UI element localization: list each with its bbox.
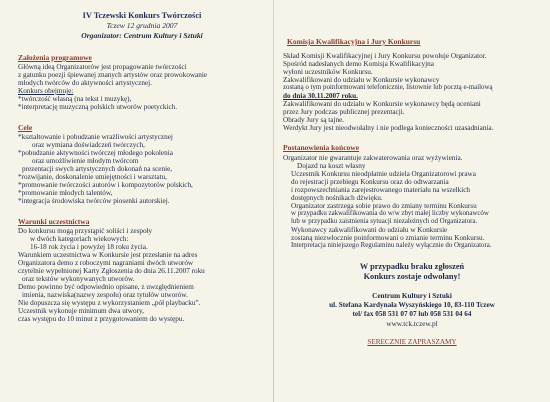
post-line: Dojazd na koszt własny bbox=[297, 162, 366, 170]
cele-line: oraz umożliwienie młodym twórcom bbox=[32, 157, 139, 165]
warunki-line: Organizatora demo z roboczymi nagraniami dwóch utworów bbox=[18, 259, 194, 267]
komisja-line: Obrady Jury są tajne. bbox=[283, 116, 345, 124]
warunki-line: imienia, nazwiska(nazwy zespołu) oraz tytułów utworów. bbox=[22, 291, 188, 299]
zalozenia-line: młodych twórców do aktywności artystycznej. bbox=[18, 79, 152, 87]
zalozenia-line: Główną ideą Organizatorów jest propagowanie twórczości bbox=[18, 63, 187, 71]
contact-organization: Centrum Kultury i Sztuki bbox=[372, 292, 452, 300]
post-line: Uczestnik Konkursu nieodpłatnie udziela Organizatorowi prawa bbox=[291, 170, 476, 178]
komisja-line: Skład Komisji Kwalifikacyjnej i Jury Konkursu powołuje Organizator. bbox=[283, 52, 487, 60]
cele-line: *rozwijanie, doskonalenie umiejętności i warsztatu, bbox=[18, 173, 167, 181]
contest-organizer: Organizator: Centrum Kultury i Sztuki bbox=[81, 31, 203, 40]
warunki-line: Nie dopuszcza się występu z wykorzystaniem „pół playbacku”. bbox=[18, 299, 201, 307]
post-line: do rejestracji przebiegu Konkursu oraz do odtwarzania bbox=[291, 178, 449, 186]
zalozenia-line: z gatunku poezji śpiewanej znanych artystów oraz prowokowanie bbox=[18, 71, 208, 79]
invitation-text: SERECZNIE ZAPRASZAMY bbox=[367, 338, 457, 346]
komisja-line: przez Jury podczas publicznej prezentacji. bbox=[283, 108, 405, 116]
post-line: Organizator nie gwarantuje zakwaterowania oraz wyżywienia. bbox=[283, 154, 463, 162]
cele-line: oraz wymiana doświadczeń twórczych, bbox=[32, 141, 145, 149]
cancellation-notice-2: Konkurs zostaje odwołany! bbox=[363, 272, 461, 281]
post-line: Wykonawcy zakwalifikowani do udziału w Konkursie bbox=[291, 226, 448, 234]
zalozenia-line: *interpretację muzyczną polskich utworów poetyckich. bbox=[18, 103, 178, 111]
warunki-line: czytelnie wypełnionej Karty Zgłoszenia do dnia 26.11.2007 roku bbox=[18, 267, 205, 275]
warunki-line: 16-18 rok życia i powyżej 18 roku życia. bbox=[30, 243, 148, 251]
warunki-line: oraz tekstów wykonywanych utworów. bbox=[22, 275, 135, 283]
post-line: dostępnych nośnikach dźwięku. bbox=[291, 194, 383, 202]
komisja-line: zostaną o tym poinformowani telefonicznie, listownie lub pocztą e-mailową bbox=[283, 84, 493, 91]
contest-title: IV Tczewski Konkurs Twórczości bbox=[82, 11, 202, 20]
warunki-heading: Warunki uczestnictwa bbox=[18, 217, 90, 226]
contest-date: Tczew 12 grudnia 2007 bbox=[106, 21, 178, 30]
warunki-line: w dwóch kategoriach wiekowych: bbox=[30, 235, 129, 243]
warunki-line: Demo powinno być odpowiednio opisane, z uwzględnieniem bbox=[18, 283, 194, 291]
post-line: Organizator zastrzega sobie prawo do zmiany terminu Konkursu bbox=[291, 202, 477, 210]
komisja-line: Werdykt Jury jest nieodwołalny i nie podlega konieczności uzasadniania. bbox=[283, 124, 494, 132]
cele-line: *promowanie twórczości autorów i kompozytorów polskich, bbox=[18, 181, 193, 189]
post-line: w przypadku zakwalifikowania do w/w zbyt małej liczby wykonawców bbox=[291, 210, 489, 217]
cele-line: *integracja środowiska twórców piosenki autorskiej. bbox=[18, 197, 170, 205]
cancellation-notice-1: W przypadku braku zgłoszeń bbox=[359, 262, 465, 271]
cele-line: *kształtowanie i pobudzanie wrażliwości artystycznej bbox=[18, 133, 173, 141]
postanowienia-heading: Postanowienia końcowe bbox=[283, 143, 360, 152]
post-line: lub w przypadku zaistnienia sytuacji niezależnych od Organizatora. bbox=[291, 218, 478, 225]
post-line: Interpretacja niniejszego Regulaminu należy wyłącznie do Organizatora. bbox=[291, 242, 492, 249]
cele-heading: Cele bbox=[18, 123, 33, 132]
contact-phone: tel/ fax 058 531 07 07 lub 058 531 04 64 bbox=[352, 310, 472, 318]
post-line: i rozpowszechniania zarejestrowanego materiału na wszelkich bbox=[291, 186, 471, 194]
cele-line: prezentacji swych artystycznych dokonań na scenie, bbox=[22, 165, 173, 173]
contact-website: www.tck.tczew.pl bbox=[386, 320, 438, 328]
post-line: zostaną niezwłocznie poinformowani o zmianie terminu Konkursu. bbox=[291, 234, 485, 242]
komisja-heading: Komisja Kwalifikacyjna i Jury Konkursu bbox=[287, 37, 421, 46]
komisja-line: Zakwalifikowani do udziału w Konkursie wykonawcy będą oceniani bbox=[283, 100, 481, 108]
zalozenia-heading: Założenia programowe bbox=[18, 53, 92, 62]
warunki-line: Do konkursu mogą przystąpić soliści i zespoły bbox=[18, 227, 153, 235]
contact-address: ul. Stefana Kardynała Wyszyńskiego 10, 83-110 Tczew bbox=[329, 301, 495, 309]
zalozenia-line: Konkurs obejmuje: bbox=[18, 87, 74, 95]
page-fold bbox=[273, 0, 274, 402]
cele-line: *promowanie młodych talentów, bbox=[18, 189, 113, 197]
zalozenia-line: *twórczość własną (na tekst i muzykę), bbox=[18, 95, 132, 103]
komisja-deadline: do dnia 30.11.2007 roku. bbox=[283, 92, 358, 100]
komisja-line: Zakwalifikowani do udziału w Konkursie wykonawcy bbox=[283, 76, 440, 84]
komisja-line: wyłoni uczestników Konkursu. bbox=[283, 68, 373, 76]
warunki-line: Warunkiem uczestnictwa w Konkursie jest przesłanie na adres bbox=[18, 251, 198, 259]
warunki-line: Uczestnik wykonuje minimum dwa utwory, bbox=[18, 307, 144, 315]
cele-line: *pobudzanie aktywności twórczej młodego pokolenia bbox=[18, 149, 173, 157]
komisja-line: Spośród nadesłanych demo Komisja Kwalifikacyjna bbox=[283, 60, 434, 68]
warunki-line: czas występu do 10 minut z przygotowaniem do występu. bbox=[18, 315, 185, 323]
